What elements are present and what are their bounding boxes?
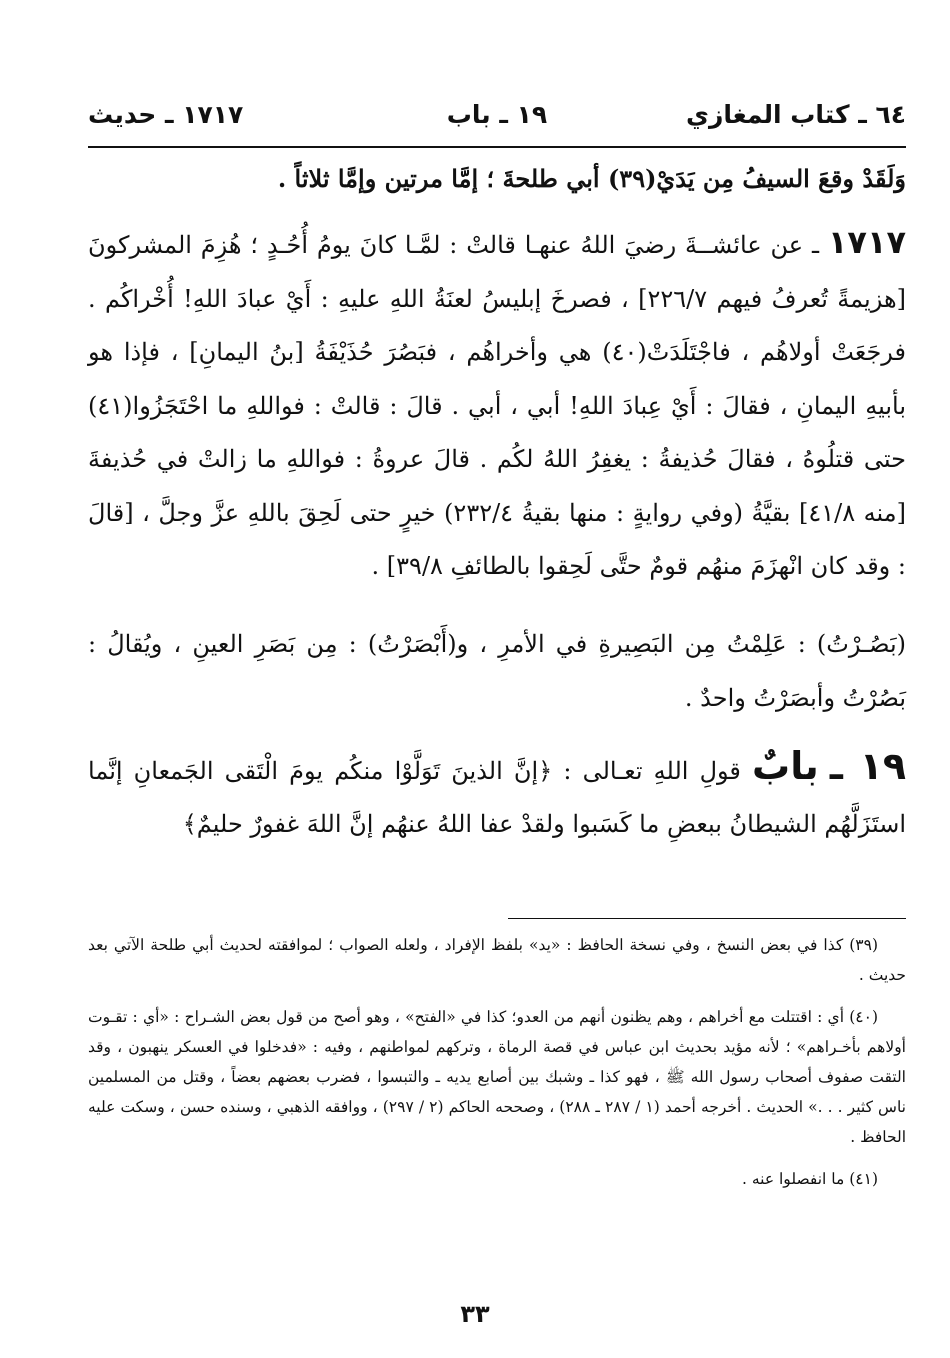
explanation-paragraph [88, 618, 906, 725]
chapter-word: بابٌ [752, 744, 819, 788]
hadith-text: ـ عن عائشــةَ رضيَ اللهُ عنهـا قالتْ : لمَّـا كانَ يومُ أُحُـدٍ ؛ هُزِمَ المشركونَ [هزيمةً تُعرفُ فيهم ٢٢٦/٧] ، فصرخَ إبليسُ لعنَةُ اللهِ عليهِ : أَيْ عبادَ اللهِ! أُخْراكُم . فرجَعَتْ أولاهُم ، فاجْتَلَدَتْ(٤٠) هي وأخراهُم ، فبَصُرَ حُذَيْفَةُ [بنُ اليمانِ] ، فإذا هو بأبيهِ اليمانِ ، فقالَ : أَيْ عِبادَ اللهِ! أبي ، أبي . قالَ : قالتْ : فواللهِ ما احْتَجَزُوا(٤١) حتى قتلُوهُ ، فقالَ حُذيفةُ : يغفِرُ اللهُ لكُم . قالَ عروةُ : فواللهِ ما زالتْ في حُذيفةَ [منه ٤١/٨] بقيَّةُ (وفي روايةٍ : منها بقيةُ ٢٣٢/٤) خيرٍ حتى لَحِقَ باللهِ عزَّ وجلَّ ، [قالَ : وقد كان انْهزَمَ منهُم قومٌ حتَّى لَحِقوا بالطائفِ ٣٩/٨] . [88, 231, 907, 580]
header-divider [88, 146, 906, 148]
chapter-heading [88, 740, 906, 851]
page-number: ٣٣ [460, 1300, 490, 1328]
footnote-40: (٤٠) أي : اقتتلت مع أخراهم ، وهم يظنون أنهم من العدو؛ كذا في «الفتح» ، وهو أصح من قول بعض الشـراح : «أي : تقـوت أولاهم بأخـراهم» ؛ لأنه مؤيد بحديث ابن عباس في قصة الرماة ، وتركهم لمواطنهم ، وفيه : «فدخلوا في العسكر ينهبون ، وقد التقت صفوف أصحاب رسول الله ﷺ ، فهو كذا ـ وشبك بين أصابع يديه ـ والتبسوا ، فضرب بعضهم بعضاً ، وقتل من المسلمين ناس كثير . . .» الحديث . أخرجه أحمد (١ / ٢٨٧ ـ ٢٨٨) ، وصححه الحاكم (٢ / ٢٩٧) ، ووافقه الذهبي ، وسنده حسن ، وسكت عليه الحافظ . [88, 1008, 906, 1146]
footnote-divider [508, 918, 906, 919]
chapter-text: قولِ اللهِ تعـالى : ﴿إنَّ الذينَ تَوَلَّوْا منكُم يومَ الْتَقى الجَمعانِ إنَّما استَزَلَّهُم الشيطانُ ببعضِ ما كَسَبوا ولقدْ عفا اللهُ عنهُم إنَّ اللهَ غفورٌ حليمٌ﴾ [88, 757, 906, 838]
footnote-39: (٣٩) كذا في بعض النسخ ، وفي نسخة الحافظ : «يد» بلفظ الإفراد ، ولعله الصواب ؛ لموافقته لحديث أبي طلحة الآتي بعد حديث . [88, 936, 906, 984]
header-hadith-number: ١٧١٧ ـ حديث [88, 100, 244, 129]
running-header [88, 100, 906, 140]
footnote-41: (٤١) ما انفصلوا عنه . [741, 1170, 878, 1188]
explanation-text: (بَصُـرْتُ) : عَلِمْتُ مِن البَصِيرةِ في الأمرِ ، و(أَبْصَرْتُ) : مِن بَصَرِ العينِ ، ويُقالُ : بَصُرْتُ وأبصَرْتُ واحدٌ . [88, 630, 906, 712]
footnotes [88, 930, 906, 1206]
hadith-paragraph [88, 216, 906, 594]
chapter-number: ١٩ ـ [829, 744, 907, 788]
hadith-number: ١٧١٧ [827, 223, 906, 261]
header-chapter: ١٩ ـ باب [446, 100, 548, 129]
opening-line [88, 152, 906, 207]
header-book-title: ٦٤ ـ كتاب المغازي [686, 100, 906, 129]
opening-line-text: وَلَقَدْ وقعَ السيفُ مِن يَدَيْ(٣٩) أبي طلحةَ ؛ إمَّا مرتين وإمَّا ثلاثاً . [277, 164, 906, 193]
